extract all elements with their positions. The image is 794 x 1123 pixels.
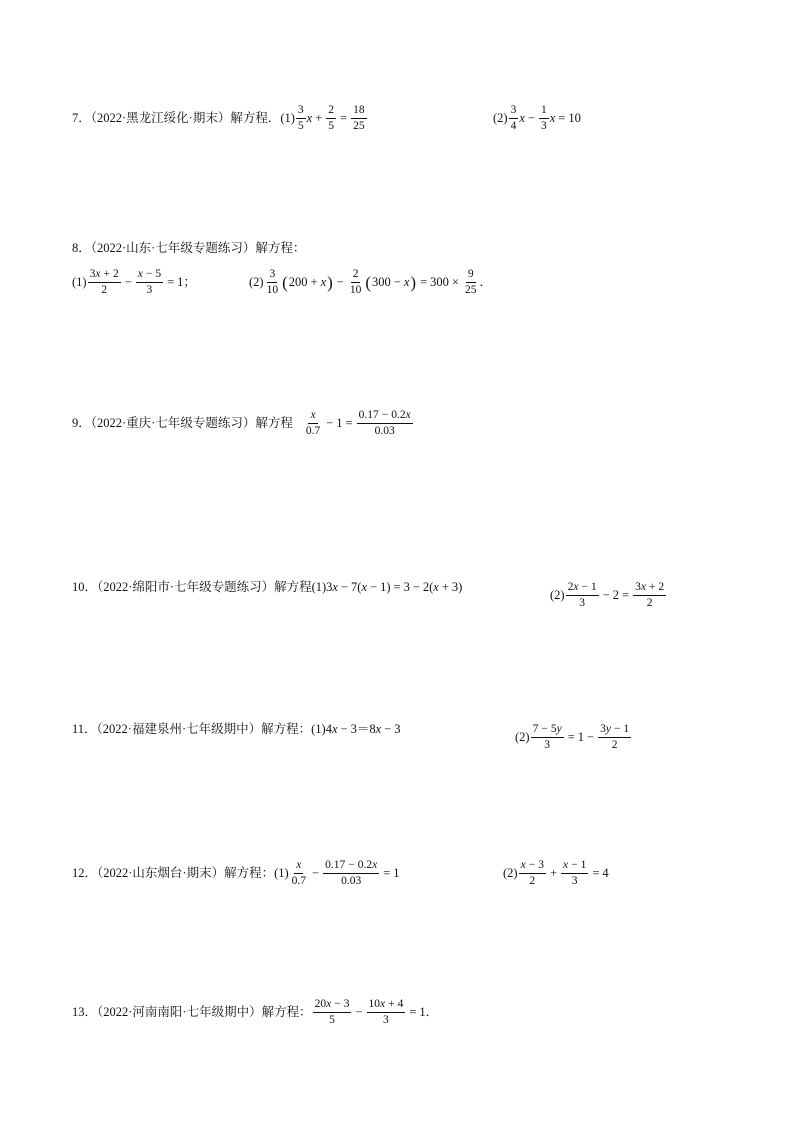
problem-7: 7．（2022·黑龙江绥化·期末）解方程． (1) $\frac{3}{5}$ x + $\frac{2}{5}$ = $\frac{18}{25}$: [72, 104, 365, 133]
problem-11-head: 11．（2022·福建泉州·七年级期中）解方程：: [72, 722, 312, 736]
problem-10-part-2: (2) $\frac{2x - 1}{3}$ − 2 = $\frac{3x + 2}{2}$: [550, 581, 665, 610]
problem-12-head: 12．（2022·山东烟台·期末）解方程：: [72, 866, 275, 881]
problem-7-part-2: (2) $\frac{3}{4}$ x − $\frac{1}{3}$ x = 10: [493, 104, 581, 133]
problem-13: 13．（2022·河南南阳·七年级期中）解方程： $\frac{20x - 3}{5}$ − $\frac{10x + 4}{3}$ = 1 ．: [72, 998, 439, 1027]
problem-12: 12．（2022·山东烟台·期末）解方程： (1) $\frac{x}{0.7}$ − $\frac{0.17 - 0.2x}{0.03}$ = 1: [72, 859, 400, 888]
problem-8-part-2: (2) $\frac{3}{10}$ ( 200 + x ) − $\frac{2}{10}$ ( 300 − x ) = 300 × $\frac{9}{25}$ ．: [249, 268, 492, 297]
problem-8-head: 8．（2022·山东·七年级专题练习）解方程：: [72, 241, 306, 255]
problem-10: 10．（2022·绵阳市·七年级专题练习）解方程 (1) 3 x − 7 ( x − 1 ) = 3 − 2 ( x + 3 ): [72, 580, 463, 594]
problem-13-head: 13．（2022·河南南阳·七年级期中）解方程：: [72, 1005, 312, 1020]
problem-8-part-1: (1) $\frac{3x + 2}{2}$ − $\frac{x - 5}{3}$ = 1 ；: [72, 268, 196, 297]
problem-10-head: 10．（2022·绵阳市·七年级专题练习）解方程: [72, 580, 312, 594]
problem-11-part-2: (2) $\frac{7 - 5y}{3}$ = 1 − $\frac{3y - 1}{2}$: [515, 723, 630, 752]
problem-9: 9．（2022·重庆·七年级专题练习）解方程 $\frac{x}{0.7}$ − 1 = $\frac{0.17 - 0.2x}{0.03}$: [72, 409, 411, 438]
problem-11: 11．（2022·福建泉州·七年级期中）解方程： (1) 4 x − 3 ＝ 8 x − 3: [72, 722, 401, 736]
problem-9-head: 9．（2022·重庆·七年级专题练习）解方程: [72, 416, 293, 431]
fraction: $\frac{3}{5}$: [297, 104, 304, 133]
problem-8: [72, 242, 305, 255]
problem-12-part-2: (2) $\frac{x - 3}{2}$ + $\frac{x - 1}{3}$ = 4: [503, 859, 609, 888]
problem-7-head: 7．（2022·黑龙江绥化·期末）解方程．: [72, 111, 281, 126]
